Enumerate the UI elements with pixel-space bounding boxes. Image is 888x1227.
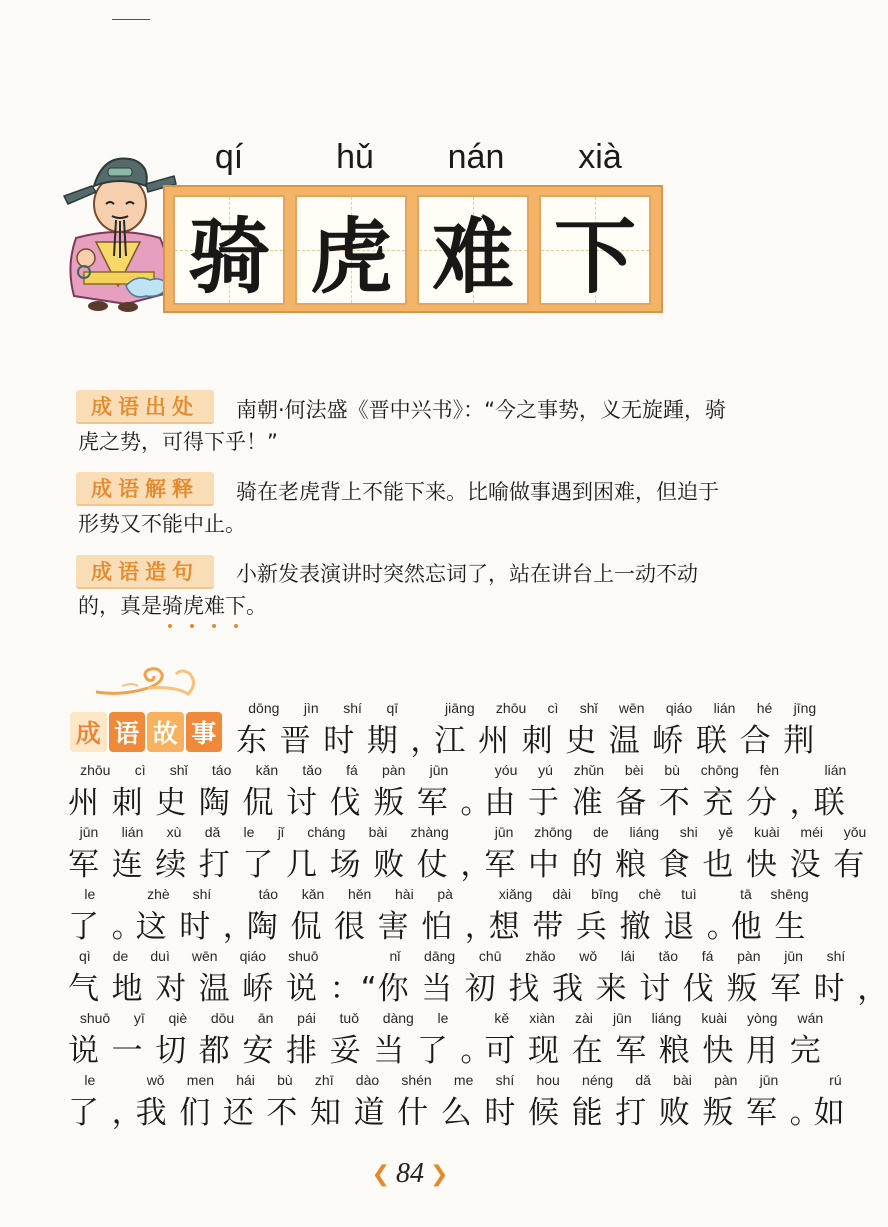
pinyin: táo: [258, 886, 279, 902]
pinyin-row: [68, 824, 460, 842]
hanzi-row: 。: [789, 1095, 821, 1131]
pinyin: shí: [192, 886, 212, 902]
pinyin-row: [247, 886, 465, 904]
pinyin: shí: [495, 1072, 515, 1088]
pinyin-row: [112, 886, 136, 904]
hanzi-row: 。: [460, 1033, 492, 1069]
story-line: [68, 700, 827, 762]
pinyin-row: [460, 762, 484, 780]
story-phrase: [434, 700, 826, 762]
title-cell: [417, 195, 529, 305]
pinyin: wēn: [618, 700, 645, 716]
pinyin: qī: [386, 700, 399, 716]
hanzi-row: ，: [410, 723, 442, 759]
pinyin: jūn: [784, 948, 803, 964]
pinyin: zài: [574, 1010, 593, 1026]
pinyin: liáng: [651, 1010, 682, 1026]
source-text: 南朝·何法盛《晋中兴书》：“今之事势，义无旋踵，骑虎之势，可得下乎！”: [78, 398, 727, 454]
pinyin: qiè: [168, 1010, 188, 1026]
pinyin-row: [814, 1072, 858, 1090]
story-phrase: [731, 886, 818, 948]
pinyin-row: [460, 1010, 484, 1028]
title-char: 虎: [309, 209, 392, 305]
story-phrase: [136, 886, 223, 948]
hanzi-row: 这时: [135, 909, 223, 945]
story-phrase: [247, 886, 465, 948]
pinyin-row: [68, 762, 460, 780]
pinyin-row: [378, 948, 858, 966]
pinyin-row: [484, 824, 876, 842]
story-punctuation: [460, 1010, 492, 1072]
pinyin: kuài: [753, 824, 780, 840]
title-frame: [163, 185, 663, 313]
pinyin: de: [593, 824, 609, 840]
story-phrase: [484, 824, 876, 886]
pinyin: qiáo: [239, 948, 267, 964]
section-tag-meaning: 成语解释: [76, 472, 214, 506]
pinyin: de: [112, 948, 129, 964]
pinyin: lái: [620, 948, 635, 964]
pinyin-row: [790, 1072, 814, 1090]
story-punctuation: [330, 948, 378, 1010]
pinyin: kuài: [701, 1010, 727, 1026]
pinyin-row: [236, 700, 410, 718]
pinyin: tā: [740, 886, 752, 902]
right-arrow-icon: ❯: [430, 1161, 449, 1187]
hanzi-row: 说一切都安排妥当了: [68, 1033, 461, 1069]
pinyin: fá: [701, 948, 714, 964]
pinyin: lián: [713, 700, 736, 716]
story-phrase: [136, 1072, 790, 1134]
pinyin: dàng: [382, 1010, 414, 1026]
pinyin: zhī: [314, 1072, 334, 1088]
pinyin: bài: [673, 1072, 692, 1088]
hanzi-row: ，: [222, 909, 254, 945]
pinyin: shǐ: [169, 762, 188, 778]
pinyin: jǐ: [277, 824, 284, 840]
pinyin: shí: [826, 948, 846, 964]
pinyin: dāng: [424, 948, 456, 964]
pinyin: hou: [536, 1072, 560, 1088]
title-pinyin: qí: [214, 138, 244, 176]
pinyin: dǎ: [204, 824, 221, 840]
pinyin-row: [814, 762, 858, 780]
story-punctuation: [789, 1072, 821, 1134]
story-phrase: [236, 700, 410, 762]
pinyin: wǒ: [579, 948, 598, 964]
title-pinyin: xià: [578, 138, 622, 176]
pinyin: qiáo: [665, 700, 693, 716]
pinyin: zhǎo: [525, 948, 556, 964]
pinyin: kǎn: [301, 886, 325, 902]
pinyin-row: [330, 948, 378, 966]
pinyin: pà: [437, 886, 453, 902]
hanzi-row: ，: [460, 847, 492, 883]
pinyin: méi: [800, 824, 823, 840]
pinyin: tuì: [681, 886, 697, 902]
pinyin: jìn: [303, 700, 319, 716]
story-line: [68, 948, 888, 1010]
pinyin-row: [136, 886, 223, 904]
pinyin: zhōu: [495, 700, 527, 716]
page-number: [370, 1157, 450, 1191]
pinyin: pái: [297, 1010, 316, 1026]
hanzi-row: 州刺史陶侃讨伐叛军: [68, 785, 461, 821]
pinyin: yú: [538, 762, 553, 778]
pinyin: wēn: [191, 948, 218, 964]
section-tag-source: 成语出处: [76, 390, 214, 424]
story-line: [68, 886, 818, 948]
pinyin-row: [223, 886, 247, 904]
pinyin: zhōng: [534, 824, 573, 840]
story-line: [68, 762, 858, 824]
story-phrase: [814, 762, 858, 824]
pinyin-row: [112, 1072, 136, 1090]
pinyin: le: [84, 886, 96, 902]
pinyin: ān: [257, 1010, 274, 1026]
pinyin: qì: [79, 948, 91, 964]
cloud-ornament-icon: [92, 664, 202, 702]
section-tag-example: 成语造句: [76, 555, 214, 589]
pinyin: dōu: [210, 1010, 235, 1026]
pinyin: yóu: [494, 762, 518, 778]
pinyin: shuō: [288, 948, 319, 964]
story-punctuation: [857, 948, 888, 1010]
pinyin: bīng: [591, 886, 619, 902]
pinyin: zhōu: [80, 762, 111, 778]
hanzi-row: 军中的粮食也快没有: [484, 847, 877, 883]
pinyin-row: [857, 948, 881, 966]
left-arrow-icon: ❮: [371, 1161, 390, 1187]
story-punctuation: [460, 762, 492, 824]
hanzi-row: ，: [111, 1095, 143, 1131]
pinyin: lián: [824, 762, 847, 778]
pinyin: tǎo: [658, 948, 679, 964]
pinyin: liáng: [629, 824, 660, 840]
story-phrase: [68, 762, 460, 824]
pinyin: jūn: [494, 824, 514, 840]
pinyin: xiàn: [529, 1010, 555, 1026]
pinyin-row: [68, 1072, 112, 1090]
pinyin: hái: [236, 1072, 255, 1088]
pinyin: cì: [547, 700, 559, 716]
title-cell: [173, 195, 285, 305]
pinyin: tuǒ: [339, 1010, 359, 1026]
story-phrase: [68, 1072, 112, 1134]
hanzi-row: 了: [68, 909, 112, 945]
pinyin: néng: [582, 1072, 614, 1088]
story-tag-char: 事: [186, 712, 223, 752]
hanzi-row: ，: [857, 971, 888, 1007]
pinyin-row: [489, 886, 707, 904]
story-line: [68, 1072, 858, 1134]
story-phrase: [68, 824, 460, 886]
hanzi-row: 你当初找我来讨伐叛军时: [377, 971, 858, 1007]
story-punctuation: [111, 886, 143, 948]
pinyin: zhàng: [410, 824, 449, 840]
pinyin: cì: [134, 762, 146, 778]
pinyin: tǎo: [302, 762, 322, 778]
title-char: 难: [431, 209, 514, 305]
pinyin-row: [68, 948, 330, 966]
pinyin: xiǎng: [498, 886, 533, 902]
pinyin: shén: [401, 1072, 432, 1088]
pinyin: le: [437, 1010, 449, 1026]
pinyin: dài: [552, 886, 572, 902]
story-tag-char: 语: [109, 712, 146, 752]
hanzi-row: 东晋时期: [236, 723, 411, 759]
pinyin: bù: [277, 1072, 293, 1088]
hanzi-row: 军连续打了几场败仗: [68, 847, 461, 883]
pinyin: jūn: [612, 1010, 632, 1026]
pinyin: dǎ: [635, 1072, 651, 1088]
pinyin: shí: [343, 700, 362, 716]
section-text-example: [78, 558, 728, 622]
hanzi-row: 如: [813, 1095, 858, 1131]
story-tag-char: 成: [70, 712, 107, 752]
pinyin: bèi: [624, 762, 644, 778]
hanzi-row: 。: [111, 909, 143, 945]
pinyin-row: [410, 700, 434, 718]
story-phrase: [484, 762, 789, 824]
story-punctuation: [222, 886, 254, 948]
pinyin: kě: [494, 1010, 510, 1026]
story-punctuation: [111, 1072, 143, 1134]
hanzi-row: 我们还不知道什么时候能打败叛军: [135, 1095, 790, 1131]
pinyin: jūn: [759, 1072, 779, 1088]
pinyin-row: [68, 886, 112, 904]
hanzi-row: 联: [813, 785, 858, 821]
story-phrase: [68, 886, 112, 948]
pinyin: lián: [121, 824, 144, 840]
section-text-meaning: [78, 476, 728, 540]
title-pinyin: hǔ: [336, 138, 374, 176]
pinyin: kǎn: [255, 762, 279, 778]
hanzi-row: 。: [706, 909, 738, 945]
pinyin: shi: [679, 824, 698, 840]
pinyin-row: [434, 700, 826, 718]
title-cell: [295, 195, 407, 305]
pinyin: yòng: [747, 1010, 778, 1026]
pinyin: pàn: [714, 1072, 738, 1088]
pinyin-row: [484, 1010, 833, 1028]
pinyin: chè: [638, 886, 662, 902]
title-char: 下: [553, 209, 636, 305]
title-cell: [539, 195, 651, 305]
pinyin: cháng: [307, 824, 346, 840]
pinyin: hài: [395, 886, 414, 902]
pinyin: yī: [133, 1010, 145, 1026]
story-punctuation: [460, 824, 492, 886]
pinyin: nǐ: [389, 948, 401, 964]
hanzi-row: 他生: [730, 909, 818, 945]
pinyin: shǐ: [579, 700, 598, 716]
hanzi-row: 江州刺史温峤联合荆: [434, 723, 827, 759]
hanzi-row: 了: [68, 1095, 112, 1131]
story-punctuation: [706, 886, 738, 948]
pinyin: shēng: [770, 886, 809, 902]
story-phrase: [489, 886, 707, 948]
hanzi-row: ，: [789, 785, 821, 821]
pinyin: fá: [346, 762, 358, 778]
story-punctuation: [464, 886, 496, 948]
hanzi-row: 气地对温峤说: [68, 971, 330, 1007]
pinyin: zhǔn: [573, 762, 605, 778]
story-phrase: [814, 1072, 858, 1134]
pinyin: me: [453, 1072, 474, 1088]
story-line: [68, 824, 877, 886]
pinyin: yě: [718, 824, 734, 840]
hanzi-row: 由于准备不充分: [484, 785, 790, 821]
pinyin: jūn: [79, 824, 99, 840]
story-line: [68, 1010, 834, 1072]
hanzi-row: 想带兵撤退: [488, 909, 707, 945]
pinyin: jīng: [793, 700, 817, 716]
pinyin-row: [484, 762, 789, 780]
pinyin-row: [460, 824, 484, 842]
title-pinyin: nán: [447, 138, 505, 176]
pinyin: bài: [368, 824, 388, 840]
example-text: 小新发表演讲时突然忘词了，站在讲台上一动不动的，真是骑虎难下。: [78, 562, 698, 618]
pinyin: chōng: [700, 762, 739, 778]
pinyin-row: [707, 886, 731, 904]
title-char: 骑: [187, 209, 270, 305]
pinyin: le: [243, 824, 255, 840]
emphasis-dots: [162, 621, 252, 631]
pinyin: hěn: [347, 886, 372, 902]
story-phrase: [378, 948, 858, 1010]
hanzi-row: 陶侃很害怕: [246, 909, 465, 945]
pinyin: chū: [478, 948, 502, 964]
top-rule: [112, 19, 150, 20]
story-phrase: [484, 1010, 833, 1072]
pinyin: yǒu: [843, 824, 867, 840]
pinyin: bù: [664, 762, 680, 778]
section-text-source: [78, 394, 728, 458]
meaning-text: 骑在老虎背上不能下来。比喻做事遇到困难，但迫于形势又不能中止。: [78, 480, 719, 536]
story-punctuation: [410, 700, 442, 762]
pinyin: wán: [797, 1010, 824, 1026]
pinyin: táo: [211, 762, 232, 778]
hanzi-row: 可现在军粮快用完: [484, 1033, 834, 1069]
pinyin: jiāng: [445, 700, 475, 716]
story-tag-char: 故: [147, 712, 184, 752]
pinyin: jūn: [429, 762, 449, 778]
pinyin: dào: [355, 1072, 380, 1088]
pinyin-row: [731, 886, 818, 904]
pinyin: zhè: [147, 886, 170, 902]
story-phrase: [68, 1010, 460, 1072]
pinyin: hé: [756, 700, 773, 716]
pinyin: men: [186, 1072, 215, 1088]
hanzi-row: ：“: [329, 971, 377, 1007]
pinyin: rú: [829, 1072, 842, 1088]
hanzi-row: ，: [464, 909, 496, 945]
pinyin-row: [465, 886, 489, 904]
hanzi-row: 。: [460, 785, 492, 821]
story-punctuation: [789, 762, 821, 824]
page-number-value: 84: [396, 1158, 424, 1189]
pinyin-row: [790, 762, 814, 780]
pinyin: xù: [166, 824, 182, 840]
pinyin: pàn: [737, 948, 761, 964]
pinyin: wǒ: [146, 1072, 165, 1088]
pinyin-row: [136, 1072, 790, 1090]
pinyin-row: [68, 1010, 460, 1028]
pinyin: fèn: [759, 762, 780, 778]
story-phrase: [68, 948, 330, 1010]
pinyin: le: [84, 1072, 96, 1088]
pinyin: duì: [150, 948, 170, 964]
pinyin: dōng: [248, 700, 280, 716]
pinyin: pàn: [382, 762, 406, 778]
pinyin: shuō: [79, 1010, 111, 1026]
